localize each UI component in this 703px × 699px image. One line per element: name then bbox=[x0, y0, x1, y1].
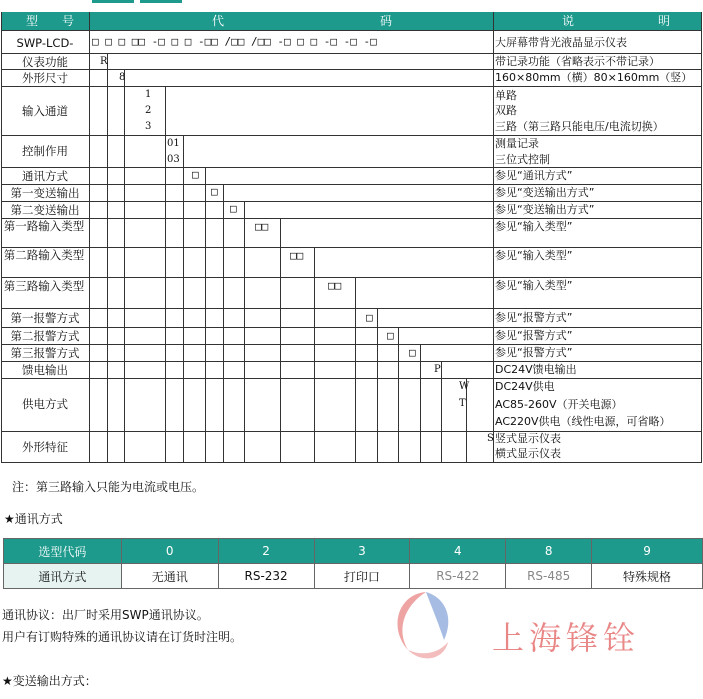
row-label-al1: 第一报警方式 bbox=[10, 311, 80, 325]
row-label-shape: 外形特征 bbox=[22, 440, 68, 454]
desc-shape-1: 竖式显示仪表 bbox=[495, 432, 561, 445]
comm-code-0: 0 bbox=[121, 539, 218, 564]
desc-power-1: DC24V供电 bbox=[495, 380, 555, 393]
code-shape: S bbox=[487, 433, 494, 444]
comm-section-title: ★通讯方式 bbox=[4, 512, 63, 526]
desc-al1: 参见“报警方式” bbox=[495, 311, 573, 324]
code-r: R bbox=[100, 56, 108, 67]
row-label-comm: 通讯方式 bbox=[22, 169, 68, 183]
code-ctl1: 01 bbox=[167, 138, 180, 149]
row-label-size: 外形尺寸 bbox=[22, 71, 68, 85]
comm-name-8: RS-485 bbox=[506, 564, 592, 589]
comm-name-4: RS-422 bbox=[410, 564, 506, 589]
desc-in1: 参见“输入类型” bbox=[495, 220, 573, 233]
desc-control-1: 测量记录 bbox=[495, 137, 539, 150]
header-code: 代 码 bbox=[212, 14, 393, 28]
comm-table bbox=[3, 538, 703, 589]
comm-name-0: 无通讯 bbox=[121, 564, 218, 589]
comm-code-8: 8 bbox=[506, 539, 592, 564]
desc-power-2: AC85-260V（开关电源） bbox=[495, 398, 623, 411]
code-ch3: 3 bbox=[145, 121, 152, 132]
desc-model: 大屏幕带背光液晶显示仪表 bbox=[495, 36, 627, 49]
row-label-al3: 第三报警方式 bbox=[10, 346, 80, 360]
code-ch2: 2 bbox=[145, 105, 152, 116]
comm-row1-label: 选型代码 bbox=[4, 539, 122, 564]
desc-out2: 参见“变送输出方式” bbox=[495, 203, 595, 216]
top-strip bbox=[0, 0, 703, 4]
code-al1: □ bbox=[366, 311, 373, 324]
code-ch1: 1 bbox=[145, 89, 152, 100]
row-label-power: 供电方式 bbox=[22, 397, 68, 411]
comm-code-3: 3 bbox=[314, 539, 410, 564]
code-pw2: T bbox=[459, 398, 466, 409]
row-label-function: 仪表功能 bbox=[22, 55, 68, 69]
code-size: 8 bbox=[119, 72, 126, 83]
transmit-section-title: ★变送输出方式： bbox=[2, 674, 97, 688]
code-ctl2: 03 bbox=[167, 154, 180, 165]
desc-feed: DC24V馈电输出 bbox=[495, 363, 577, 376]
code-in3: □□ bbox=[328, 279, 342, 292]
code-out1: □ bbox=[211, 185, 218, 198]
code-al2: □ bbox=[387, 329, 394, 342]
row-label-channels: 输入通道 bbox=[22, 104, 68, 118]
desc-channels-3: 三路（第三路只能电压/电流切换） bbox=[495, 120, 664, 133]
comm-row2-label: 通讯方式 bbox=[4, 564, 122, 589]
desc-control-2: 三位式控制 bbox=[495, 153, 550, 166]
desc-in2: 参见“输入类型” bbox=[495, 249, 573, 262]
protocol-line-2: 用户有订购特殊的通讯协议请在订货时注明。 bbox=[2, 630, 243, 644]
comm-name-9: 特殊规格 bbox=[592, 564, 703, 589]
code-pw1: W bbox=[459, 381, 470, 392]
row-label-in2: 第二路输入类型 bbox=[3, 248, 85, 262]
note-text: 注：第三路输入只能为电流或电压。 bbox=[12, 480, 205, 494]
row-label-in3: 第三路输入类型 bbox=[3, 279, 85, 293]
comm-code-4: 4 bbox=[410, 539, 506, 564]
desc-power-3: AC220V供电（线性电源，可省略） bbox=[495, 415, 671, 428]
header-model: 型 号 bbox=[26, 14, 75, 28]
desc-shape-2: 横式显示仪表 bbox=[495, 447, 561, 460]
row-label-in1: 第一路输入类型 bbox=[3, 219, 85, 233]
code-al3: □ bbox=[409, 346, 416, 359]
desc-al2: 参见“报警方式” bbox=[495, 329, 573, 342]
model-code-boxes: □ □ □ □□ -□ □ □ -□□ /□□ /□□ -□ □ □ -□ -□ -□ bbox=[92, 35, 377, 48]
protocol-line-1: 通讯协议：出厂时采用SWP通讯协议。 bbox=[2, 608, 209, 622]
comm-name-2: RS-232 bbox=[218, 564, 314, 589]
comm-code-9: 9 bbox=[592, 539, 703, 564]
row-label-out2: 第二变送输出 bbox=[10, 203, 80, 217]
watermark-text: 上海锋铨 bbox=[492, 619, 641, 657]
comm-code-2: 2 bbox=[218, 539, 314, 564]
desc-al3: 参见“报警方式” bbox=[495, 346, 573, 359]
code-in2: □□ bbox=[290, 249, 304, 262]
desc-in3: 参见“输入类型” bbox=[495, 279, 573, 292]
desc-out1: 参见“变送输出方式” bbox=[495, 186, 595, 199]
row-label-feed: 馈电输出 bbox=[22, 363, 68, 377]
desc-channels-1: 单路 bbox=[495, 89, 517, 102]
desc-channels-2: 双路 bbox=[495, 104, 517, 117]
code-out2: □ bbox=[230, 202, 237, 215]
desc-size: 160×80mm（横）80×160mm（竖） bbox=[495, 71, 693, 84]
desc-comm: 参见“通讯方式” bbox=[495, 169, 573, 182]
header-desc: 说 明 bbox=[562, 14, 671, 28]
row-label-out1: 第一变送输出 bbox=[10, 186, 80, 200]
row-label-al2: 第二报警方式 bbox=[10, 329, 80, 343]
code-in1: □□ bbox=[255, 220, 269, 233]
code-comm: □ bbox=[192, 168, 199, 181]
desc-function: 带记录功能（省略表示不带记录） bbox=[495, 55, 660, 68]
row-label-control: 控制作用 bbox=[22, 144, 68, 158]
code-feed: P bbox=[434, 364, 441, 375]
table-header bbox=[2, 12, 701, 30]
comm-name-3: 打印口 bbox=[314, 564, 410, 589]
row-label-model: SWP-LCD- bbox=[16, 36, 74, 50]
